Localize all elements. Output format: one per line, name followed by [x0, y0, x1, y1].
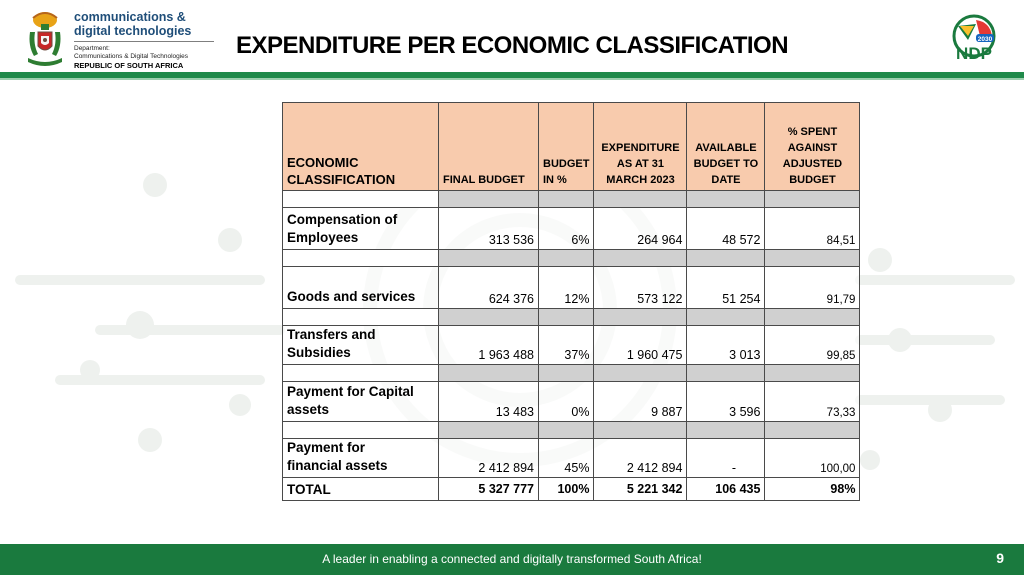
cell-final-budget: 13 483	[439, 382, 539, 422]
cell-expenditure: 1 960 475	[594, 326, 687, 365]
cell-budget-pct: 12%	[539, 267, 594, 309]
total-expenditure: 5 221 342	[594, 478, 687, 501]
row-name: Payment for financial assets	[283, 439, 439, 478]
slide-header	[0, 0, 1024, 78]
row-name: Goods and services	[283, 267, 439, 309]
cell-spent-pct: 91,79	[765, 267, 860, 309]
cell-available: -	[687, 439, 765, 478]
total-spent-pct: 98%	[765, 478, 860, 501]
department-logo	[24, 8, 204, 70]
total-available: 106 435	[687, 478, 765, 501]
cell-final-budget: 1 963 488	[439, 326, 539, 365]
column-header-economic-classification: ECONOMIC CLASSIFICATION	[283, 103, 439, 191]
logo-divider	[74, 41, 214, 42]
column-header-budget-pct: BUDGET IN %	[539, 103, 594, 191]
table-spacer-row	[283, 422, 860, 439]
column-header-expenditure: EXPENDITURE AS AT 31 MARCH 2023	[594, 103, 687, 191]
cell-spent-pct: 99,85	[765, 326, 860, 365]
table-row	[283, 439, 860, 478]
total-label: TOTAL	[283, 478, 439, 501]
expenditure-table-wrapper	[282, 102, 860, 501]
cell-expenditure: 264 964	[594, 208, 687, 250]
table-spacer-row	[283, 365, 860, 382]
page-number: 9	[996, 550, 1004, 566]
row-name: Payment for Capital assets	[283, 382, 439, 422]
slide-footer	[0, 544, 1024, 575]
table-spacer-row	[283, 250, 860, 267]
logo-line-3: Department:	[74, 45, 110, 52]
page-title: EXPENDITURE PER ECONOMIC CLASSIFICATION	[235, 32, 789, 59]
table-row	[283, 208, 860, 250]
logo-line-4: Communications & Digital Technologies	[74, 53, 189, 60]
cell-final-budget: 624 376	[439, 267, 539, 309]
logo-line-5: REPUBLIC OF SOUTH AFRICA	[74, 61, 184, 70]
cell-budget-pct: 6%	[539, 208, 594, 250]
cell-expenditure: 9 887	[594, 382, 687, 422]
row-name: Transfers and Subsidies	[283, 326, 439, 365]
cell-budget-pct: 37%	[539, 326, 594, 365]
cell-final-budget: 2 412 894	[439, 439, 539, 478]
cell-available: 48 572	[687, 208, 765, 250]
cell-budget-pct: 45%	[539, 439, 594, 478]
row-name: Compensation of Employees	[283, 208, 439, 250]
column-header-final-budget: FINAL BUDGET	[439, 103, 539, 191]
cell-available: 3 596	[687, 382, 765, 422]
table-spacer-row	[283, 191, 860, 208]
table-spacer-row	[283, 309, 860, 326]
cell-spent-pct: 84,51	[765, 208, 860, 250]
column-header-spent-pct: % SPENT AGAINST ADJUSTED BUDGET	[765, 103, 860, 191]
logo-line-1: communications &	[74, 10, 186, 24]
table-header-row	[283, 103, 860, 191]
table-row	[283, 382, 860, 422]
column-header-available-budget: AVAILABLE BUDGET TO DATE	[687, 103, 765, 191]
expenditure-table	[282, 102, 860, 501]
cell-final-budget: 313 536	[439, 208, 539, 250]
logo-line-2: digital technologies	[74, 24, 192, 38]
total-final-budget: 5 327 777	[439, 478, 539, 501]
coat-of-arms-icon	[24, 10, 66, 68]
cell-spent-pct: 100,00	[765, 439, 860, 478]
cell-available: 3 013	[687, 326, 765, 365]
table-row	[283, 326, 860, 365]
table-total-row	[283, 478, 860, 501]
table-row	[283, 267, 860, 309]
total-budget-pct: 100%	[539, 478, 594, 501]
ndp-2030-logo-icon	[946, 14, 1002, 64]
cell-expenditure: 2 412 894	[594, 439, 687, 478]
ndp-year-text: 2030	[977, 36, 993, 43]
footer-tagline: A leader in enabling a connected and digitally transformed South Africa!	[322, 552, 702, 566]
ndp-text: NDP	[956, 44, 992, 63]
cell-available: 51 254	[687, 267, 765, 309]
cell-expenditure: 573 122	[594, 267, 687, 309]
cell-budget-pct: 0%	[539, 382, 594, 422]
cell-spent-pct: 73,33	[765, 382, 860, 422]
